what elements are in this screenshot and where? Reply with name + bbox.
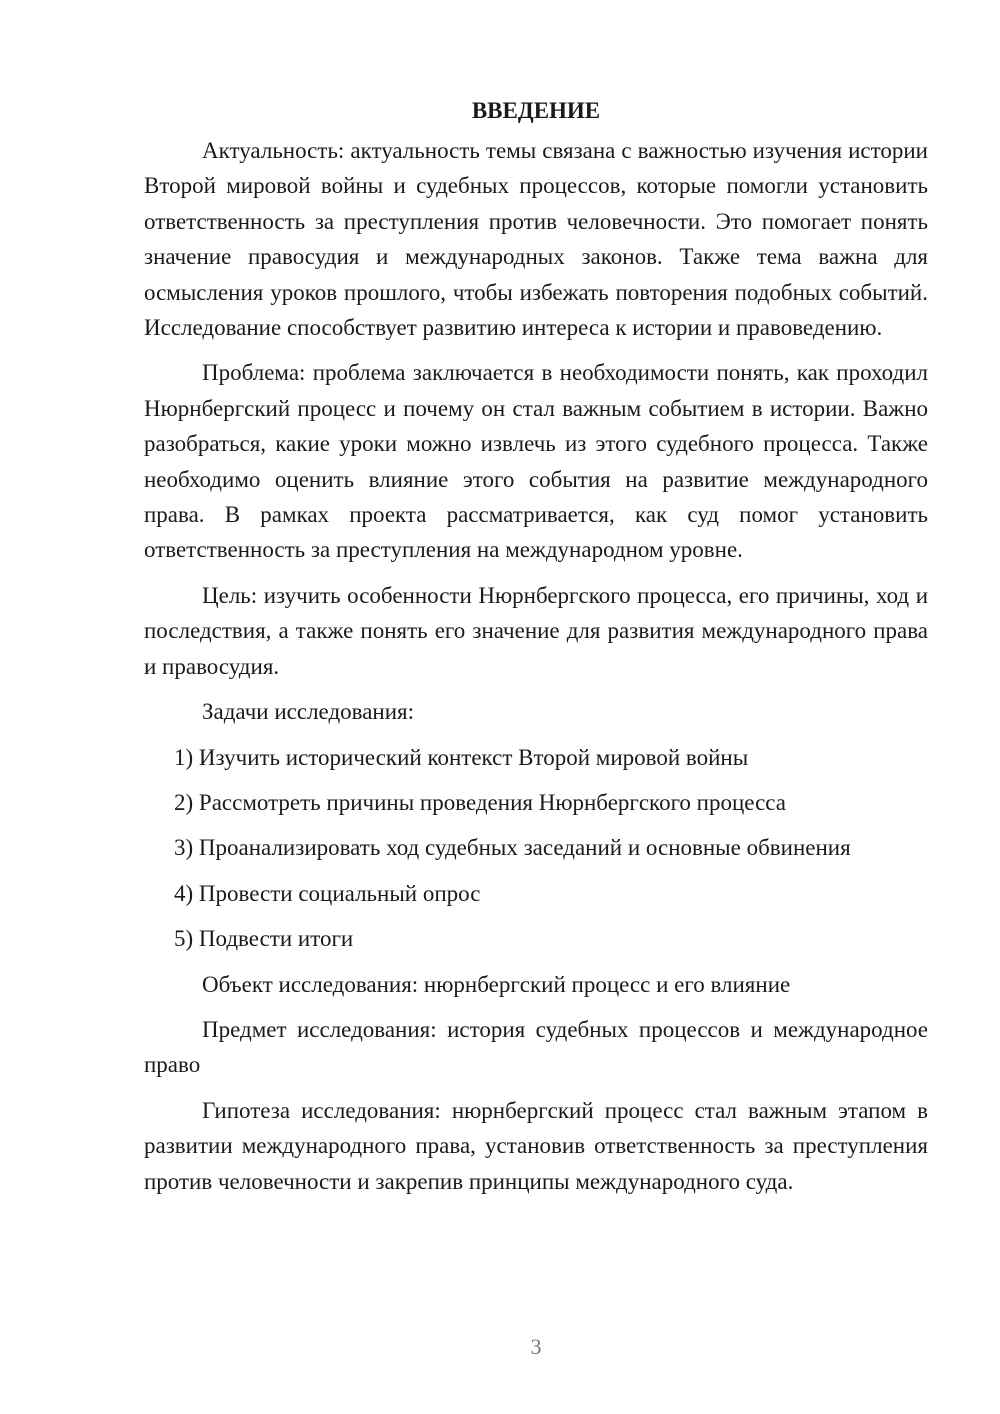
goal-paragraph: Цель: изучить особенности Нюрнбергского процесса, его причины, ход и последствия, а также понять его значение для развития международного права и правосудия. [144,582,928,679]
tasks-heading: Задачи исследования: [202,699,415,725]
task-item: 2) Рассмотреть причины проведения Нюрнбергского процесса [174,789,786,815]
task-item: 1) Изучить исторический контекст Второй мировой войны [174,744,749,770]
document-page [144,96,928,1209]
page-title: ВВЕДЕНИЕ [471,98,601,123]
task-item: 4) Провести социальный опрос [174,880,481,906]
task-item: 3) Проанализировать ход судебных заседаний и основные обвинения [174,835,851,861]
problem-paragraph: Проблема: проблема заключается в необходимости понять, как проходил Нюрнбергский процесс и почему он стал важным событием в истории. Важно разобраться, какие уроки можно извлечь из этого судебного процесса. Также необходимо оценить влияние этого события на развитие международного права. В рамках проекта рассматривается, как суд помог установить ответственность за преступления на международном уровне. [144,360,928,563]
page-number: 3 [530,1334,542,1359]
task-item: 5) Подвести итоги [174,926,354,952]
subject-paragraph: Предмет исследования: история судебных процессов и международное право [144,1016,928,1078]
relevance-paragraph: Актуальность: актуальность темы связана с важностью изучения истории Второй мировой войны и судебных процессов, которые помогли установить ответственность за преступления против человечности. Это помогает понять значение правосудия и международных законов. Также тема важна для осмысления уроков прошлого, чтобы избежать повторения подобных событий. Исследование способствует развитию интереса к истории и правоведению. [144,138,928,341]
hypothesis-paragraph: Гипотеза исследования: нюрнбергский процесс стал важным этапом в развитии международного права, установив ответственность за преступления против человечности и закрепив принципы международного суда. [144,1097,928,1194]
object-line: Объект исследования: нюрнбергский процесс и его влияние [202,971,791,997]
